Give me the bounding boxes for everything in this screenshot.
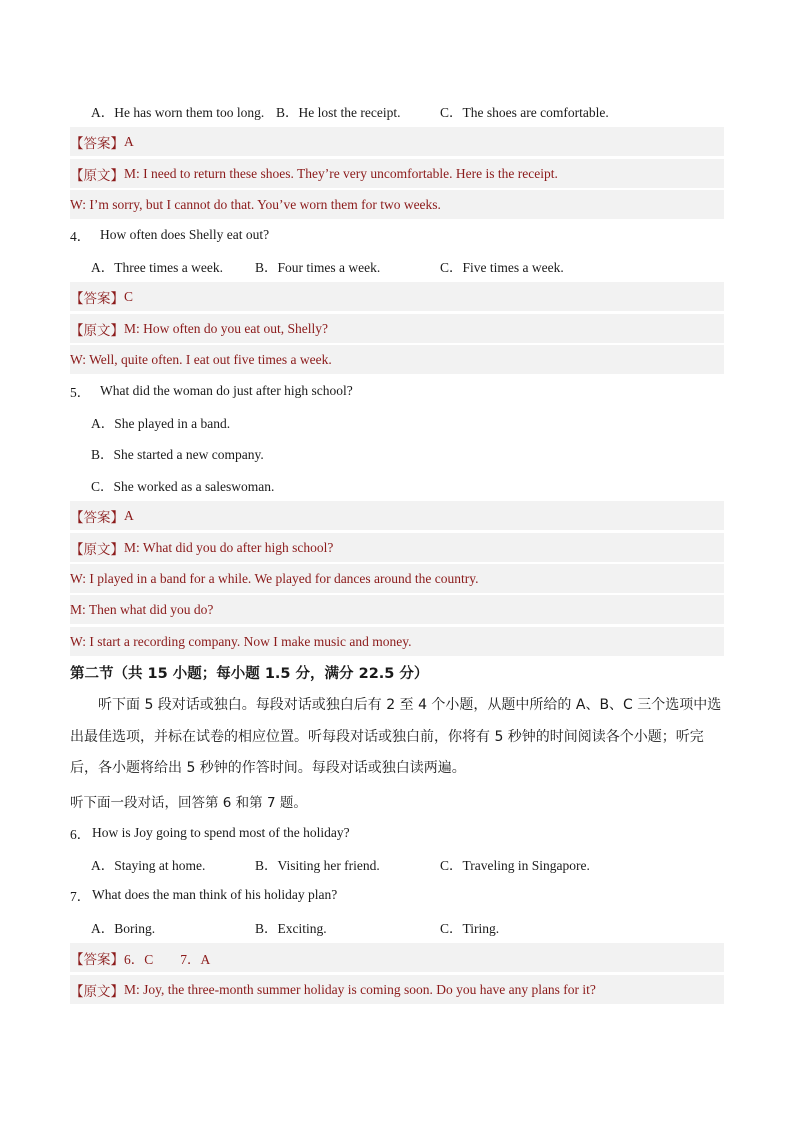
q7-number: 7． xyxy=(70,888,91,904)
script-label: 【原文】 xyxy=(70,167,124,184)
q6-options xyxy=(70,849,745,878)
q5-script-line-2: W: I played in a band for a while. We played for dances around the country. xyxy=(70,563,724,593)
q7-option-c: C．Tiring. xyxy=(440,920,500,936)
q5-option-a: A．She played in a band. xyxy=(91,415,231,431)
section-instructions: 听下面 5 段对话或独白。每段对话或独白后有 2 至 4 个小题，从题中所给的 A、B、C 三个选项中选出最佳选项，并标在试卷的相应位置。听每段对话或独白前，你将有 5 秒钟的时间阅读各个小题；听完后，各小题将给出 5 秒钟的作答时间。每段对话或独白读两遍。 xyxy=(70,697,722,776)
q4-option-b: B．Four times a week. xyxy=(255,259,381,275)
q5-question: 5． What did the woman do just after high school? xyxy=(70,382,353,400)
q5-script-line-3: M: Then what did you do? xyxy=(70,594,724,624)
q5-script-line-1: 【原文】 M: What did you do after high school? xyxy=(70,532,724,562)
q4-script-line-2: W: Well, quite often. I eat out five times a week. xyxy=(70,344,724,374)
q7-question: 7． What does the man think of his holiday plan? xyxy=(70,886,338,904)
answer-label: 【答案】 xyxy=(70,135,124,152)
q4-answer-value: C xyxy=(124,288,134,304)
q3-script-line-2: W: I’m sorry, but I cannot do that. You’ve worn them for two weeks. xyxy=(70,189,724,219)
q4-script-line-1: 【原文】 M: How often do you eat out, Shelly? xyxy=(70,313,724,343)
q7-options xyxy=(70,912,745,941)
q7-option-b: B．Exciting. xyxy=(255,920,327,936)
q3-option-b: B．He lost the receipt. xyxy=(276,104,401,120)
q4-question: 4． How often does Shelly eat out? xyxy=(70,226,270,244)
q6-option-a: A．Staying at home. xyxy=(91,857,206,873)
q7-option-a: A．Boring. xyxy=(91,920,156,936)
q5-option-c: C．She worked as a saleswoman. xyxy=(91,478,275,494)
q6-q7-script-line-1: 【原文】 M: Joy, the three-month summer holiday is coming soon. Do you have any plans for it? xyxy=(70,974,724,1004)
q5-answer: 【答案】 A xyxy=(70,501,724,530)
q3-script-line-1: 【原文】 M: I need to return these shoes. They’re very uncomfortable. Here is the receipt. xyxy=(70,158,724,188)
q6-option-c: C．Traveling in Singapore. xyxy=(440,857,590,873)
q5-answer-value: A xyxy=(124,507,134,523)
q5-option-b: B．She started a new company. xyxy=(91,446,264,462)
q4-options xyxy=(70,251,745,280)
q4-option-a: A．Three times a week. xyxy=(91,259,223,275)
q6-q7-answer: 【答案】 6．C 7．A xyxy=(70,943,724,972)
q4-option-c: C．Five times a week. xyxy=(440,259,564,275)
q6-number: 6． xyxy=(70,826,91,842)
q5-script-line-4: W: I start a recording company. Now I make music and money. xyxy=(70,626,724,656)
q3-option-c: C．The shoes are comfortable. xyxy=(440,104,609,120)
section-prompt: 听下面一段对话，回答第 6 和第 7 题。 xyxy=(70,794,307,811)
q6-q7-answer-value: 6．C 7．A xyxy=(124,951,211,967)
q3-answer xyxy=(70,127,724,156)
q4-answer: 【答案】 C xyxy=(70,282,724,311)
q3-answer-value: A xyxy=(124,133,134,149)
q4-number: 4． xyxy=(70,228,91,244)
q6-question: 6． How is Joy going to spend most of the holiday? xyxy=(70,824,350,842)
q3-option-a: A．He has worn them too long. xyxy=(91,104,265,120)
q3-options xyxy=(70,96,745,125)
section-heading: 第二节（共 15 小题；每小题 1.5 分，满分 22.5 分） xyxy=(70,666,429,682)
q5-number: 5． xyxy=(70,384,91,400)
q6-option-b: B．Visiting her friend. xyxy=(255,857,380,873)
